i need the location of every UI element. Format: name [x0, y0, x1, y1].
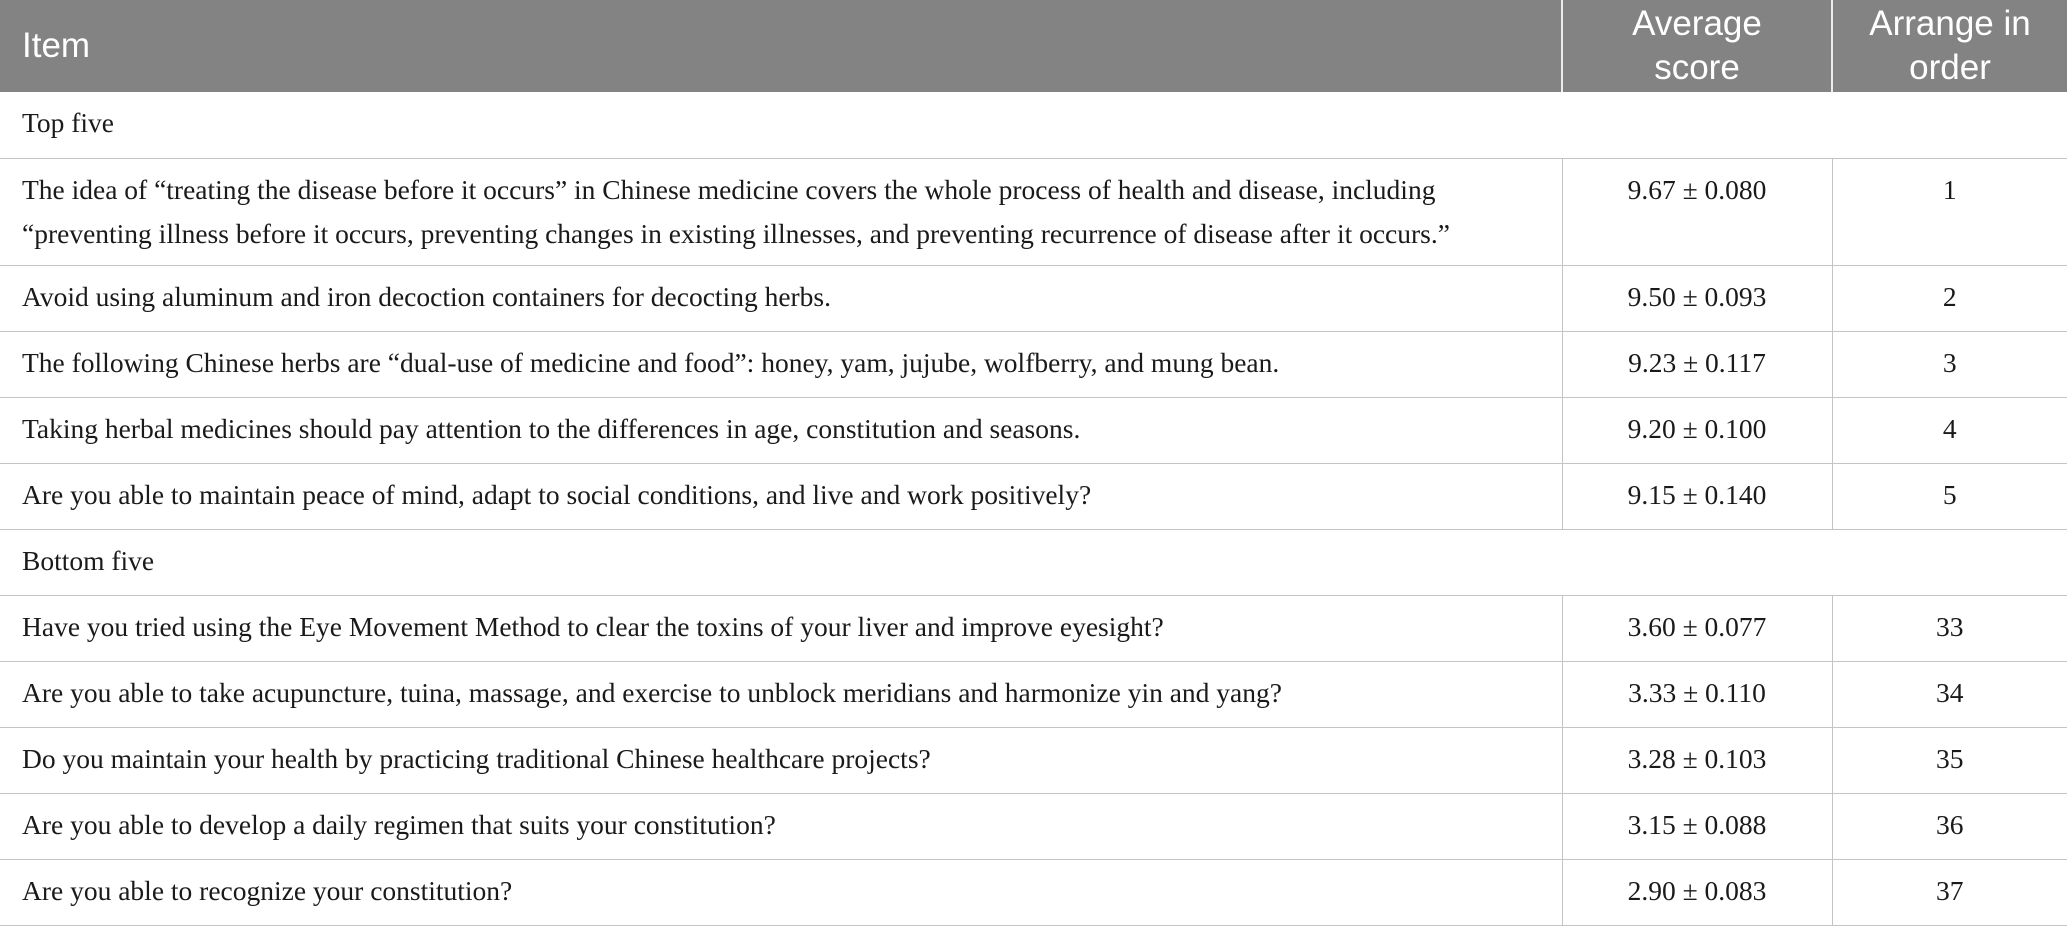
column-header-average-score-label: Average score: [1632, 4, 1762, 87]
column-header-average-score: [1562, 0, 1832, 92]
item-cell: The following Chinese herbs are “dual-use of medicine and food”: honey, yam, jujube, wolfberry, and mung bean.: [22, 346, 1280, 378]
arrange-order-cell: 2: [1832, 265, 2067, 331]
section-label: Bottom five: [22, 544, 155, 576]
column-header-item: [0, 0, 1562, 92]
table-row: [0, 265, 2067, 331]
average-score-cell: 3.60 ± 0.077: [1562, 595, 1832, 661]
arrange-order-cell: 36: [1832, 793, 2067, 859]
average-score-cell: 3.15 ± 0.088: [1562, 793, 1832, 859]
item-cell: Have you tried using the Eye Movement Method to clear the toxins of your liver and improve eyesight?: [22, 610, 1164, 642]
table-body: [0, 92, 2067, 925]
arrange-order-cell: 3: [1832, 331, 2067, 397]
item-cell: Do you maintain your health by practicing traditional Chinese healthcare projects?: [22, 742, 931, 774]
item-cell: Are you able to take acupuncture, tuina, massage, and exercise to unblock meridians and harmonize yin and yang?: [22, 676, 1282, 708]
arrange-order-cell: 5: [1832, 463, 2067, 529]
section-label: Top five: [22, 107, 115, 138]
item-cell: Avoid using aluminum and iron decoction containers for decocting herbs.: [22, 280, 832, 312]
average-score-cell: 9.15 ± 0.140: [1562, 463, 1832, 529]
table-row: [0, 463, 2067, 529]
average-score-cell: 2.90 ± 0.083: [1562, 859, 1832, 925]
item-cell: Are you able to develop a daily regimen that suits your constitution?: [22, 808, 776, 840]
item-cell: The idea of “treating the disease before it occurs” in Chinese medicine covers the whole process of health and disease, including “preventing illness before it occurs, preventing changes in existing illnesses, and preventing recurrence of disease after it occurs.”: [22, 173, 1450, 249]
arrange-order-cell: 35: [1832, 727, 2067, 793]
table-row: [0, 727, 2067, 793]
item-cell: Are you able to maintain peace of mind, adapt to social conditions, and live and work positively?: [22, 478, 1092, 510]
arrange-order-cell: 1: [1832, 158, 2067, 265]
average-score-cell: 9.23 ± 0.117: [1562, 331, 1832, 397]
section-row: [0, 92, 2067, 158]
table-header: [0, 0, 2067, 92]
item-cell: Taking herbal medicines should pay attention to the differences in age, constitution and seasons.: [22, 412, 1081, 444]
item-cell: Are you able to recognize your constitution?: [22, 874, 513, 906]
table-row: [0, 793, 2067, 859]
arrange-order-cell: 33: [1832, 595, 2067, 661]
average-score-cell: 3.28 ± 0.103: [1562, 727, 1832, 793]
table-row: [0, 859, 2067, 925]
column-header-item-label: Item: [22, 26, 91, 66]
arrange-order-cell: 4: [1832, 397, 2067, 463]
arrange-order-cell: 37: [1832, 859, 2067, 925]
column-header-arrange-in-order-label: Arrange in order: [1869, 4, 2031, 87]
table-row: [0, 397, 2067, 463]
table-row: [0, 661, 2067, 727]
column-header-arrange-in-order: [1832, 0, 2067, 92]
header-row: [0, 0, 2067, 92]
table-row: [0, 158, 2067, 265]
table-row: [0, 331, 2067, 397]
average-score-cell: 9.50 ± 0.093: [1562, 265, 1832, 331]
table-row: [0, 595, 2067, 661]
section-row: [0, 529, 2067, 595]
arrange-order-cell: 34: [1832, 661, 2067, 727]
average-score-cell: 9.20 ± 0.100: [1562, 397, 1832, 463]
average-score-cell: 9.67 ± 0.080: [1562, 158, 1832, 265]
average-score-cell: 3.33 ± 0.110: [1562, 661, 1832, 727]
